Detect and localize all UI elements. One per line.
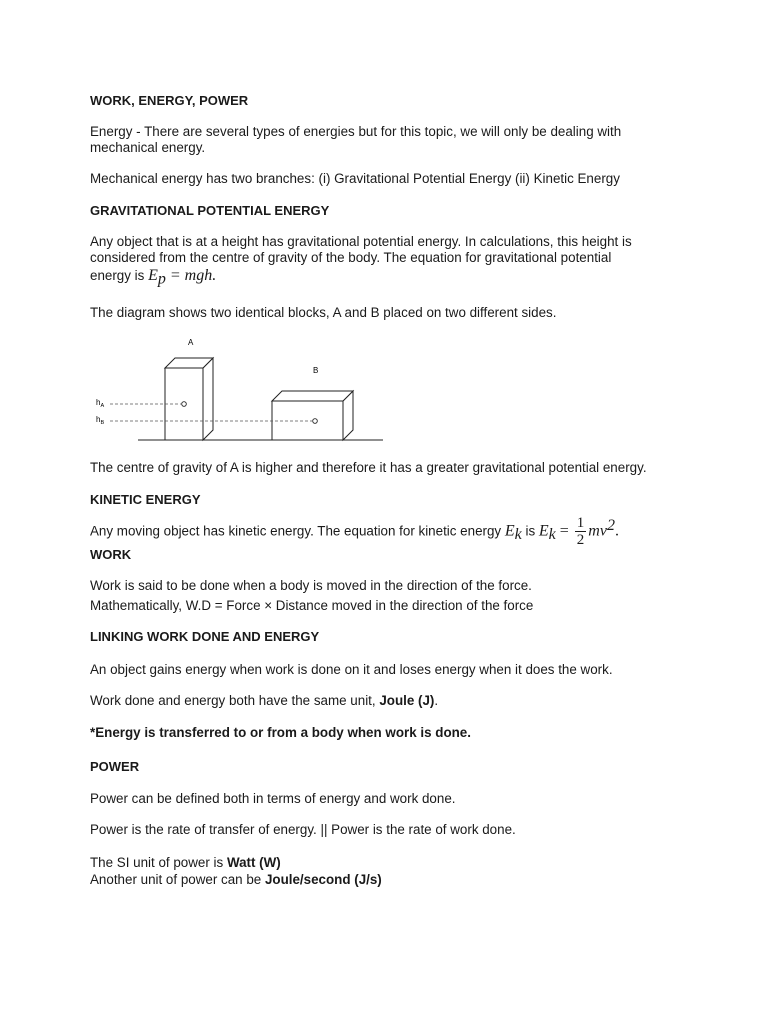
link-line-2-prefix: Work done and energy both have the same unit,	[90, 693, 380, 708]
mechanical-branches: Mechanical energy has two branches: (i) Gravitational Potential Energy (ii) Kinetic Energy	[90, 171, 620, 186]
ke-is: is	[521, 523, 539, 539]
intro-line-1: Energy - There are several types of energies but for this topic, we will only be dealing with	[90, 124, 622, 139]
label-ha-sub: A	[100, 403, 105, 409]
ke-heading: KINETIC ENERGY	[90, 492, 201, 507]
power-alt-bold: Joule/second (J/s)	[264, 872, 382, 887]
ke-eq-sup: 2	[606, 517, 615, 534]
gpe-eq-rhs: = mgh.	[165, 267, 217, 284]
link-unit: Joule (J)	[379, 693, 435, 708]
centre-of-gravity-b	[313, 419, 318, 424]
power-alt-unit	[90, 872, 382, 888]
work-line-1: Work is said to be done when a body is moved in the direction of the force.	[90, 578, 532, 593]
power-si-unit	[90, 855, 281, 871]
power-alt-prefix: Another unit of power can be	[90, 872, 265, 887]
link-line-1: An object gains energy when work is done on it and loses energy when it does the work.	[90, 662, 613, 677]
power-heading: POWER	[90, 759, 140, 774]
link-heading: LINKING WORK DONE AND ENERGY	[90, 629, 320, 644]
label-hb	[96, 415, 104, 426]
energy-transfer-note: *Energy is transferred to or from a body when work is done.	[90, 725, 471, 740]
ke-text: Any moving object has kinetic energy. The equation for kinetic energy	[90, 523, 505, 539]
power-si-bold: Watt (W)	[226, 855, 281, 870]
power-line-1: Power can be defined both in terms of energy and work done.	[90, 791, 456, 806]
gpe-conclusion: The centre of gravity of A is higher and therefore it has a greater gravitational potential energy.	[90, 460, 647, 475]
ke-eq-mv: mv	[588, 522, 607, 540]
gpe-heading: GRAVITATIONAL POTENTIAL ENERGY	[90, 203, 330, 218]
gpe-eq-e: E	[148, 267, 158, 284]
block-b	[272, 391, 353, 440]
two-blocks-diagram	[90, 332, 390, 450]
ke-fraction	[575, 515, 587, 548]
ke-eq-sub: k	[548, 526, 556, 544]
document-title: WORK, ENERGY, POWER	[90, 93, 249, 108]
centre-of-gravity-a	[182, 402, 187, 407]
label-hb-sub: B	[100, 420, 105, 426]
work-line-2: Mathematically, W.D = Force × Distance moved in the direction of the force	[90, 598, 534, 613]
label-ha	[96, 398, 104, 409]
link-line-2-suffix: .	[434, 693, 439, 708]
power-si-prefix: The SI unit of power is	[90, 855, 227, 870]
gpe-line-3-prefix: energy is	[90, 268, 149, 283]
ke-eq-e: E	[538, 522, 549, 540]
gpe-eq-sub: p	[157, 270, 166, 288]
gpe-line-3	[90, 268, 216, 288]
ke-symbol-sub: k	[514, 526, 522, 544]
ke-frac-numerator: 1	[576, 515, 585, 532]
label-a: A	[188, 338, 194, 347]
diagram-intro: The diagram shows two identical blocks, A and B placed on two different sides.	[90, 305, 557, 320]
power-line-2: Power is the rate of transfer of energy. || Power is the rate of work done.	[90, 822, 516, 837]
ke-eq-end: .	[614, 522, 619, 540]
gpe-line-2: considered from the centre of gravity of the body. The equation for gravitational potential	[90, 250, 612, 265]
ke-line	[90, 508, 619, 549]
label-ha-main: h	[96, 398, 101, 407]
block-a	[165, 358, 213, 440]
label-b: B	[313, 366, 319, 375]
intro-line-2: mechanical energy.	[90, 140, 206, 155]
gpe-line-1: Any object that is at a height has gravitational potential energy. In calculations, this height is	[90, 234, 632, 249]
ke-symbol-e: E	[504, 522, 515, 540]
work-heading: WORK	[90, 547, 132, 562]
link-line-2	[90, 693, 438, 709]
ke-frac-denominator: 2	[576, 532, 585, 549]
label-hb-main: h	[96, 415, 101, 424]
ke-eq-equals: =	[555, 522, 573, 540]
